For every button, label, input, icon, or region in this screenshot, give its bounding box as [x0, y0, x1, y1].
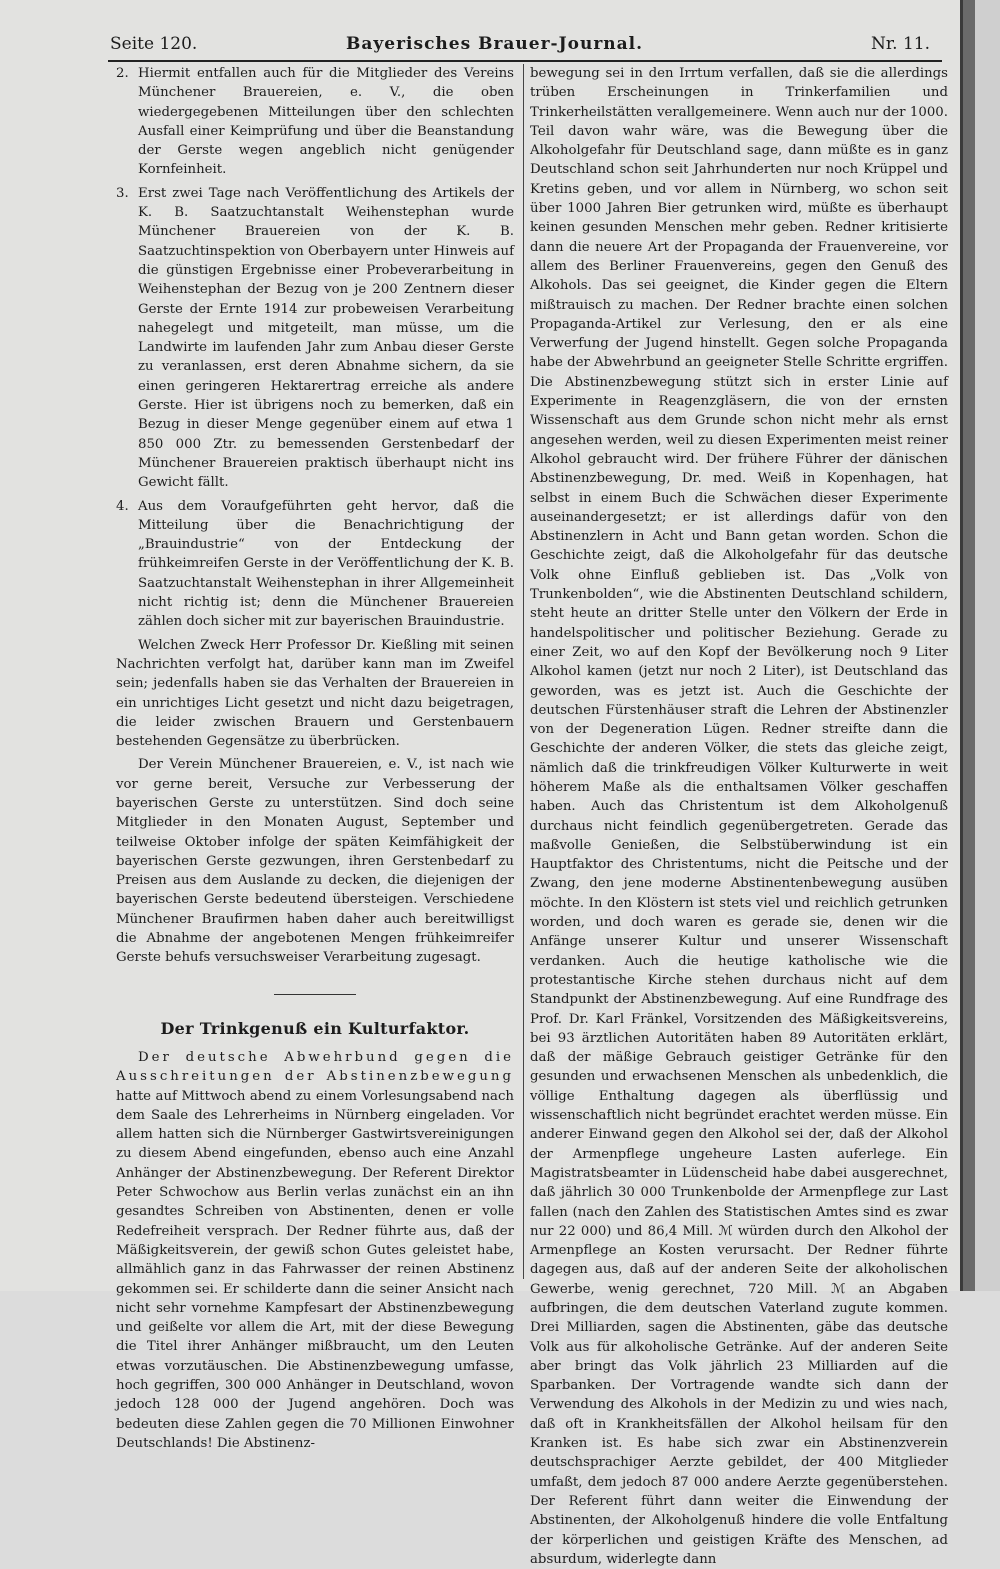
- list-item-text: Erst zwei Tage nach Veröffentlichung des Artikels der K. B. Saatzuchtanstalt Weihenstephan wurde Münchener Brauereien von der K. B. Saatzuchtinspektion von Oberbayern unter Hinweis auf die günstigen Ergebnisse einer Probeverarbeitung in Weihenstephan der Bezug von je 200 Zentnern dieser Gerste der Ernte 1914 zur probeweisen Verarbeitung nahegelegt und mitgeteilt, man müsse, um die Landwirte im laufenden Jahr zum Anbau dieser Gerste zu veranlassen, erst deren Abnahme sichern, da sie einen geringeren Hektarertrag erreiche als andere Gerste. Hier ist übrigens noch zu bemerken, daß ein Bezug in dieser Menge gegenüber einem auf etwa 1 850 000 Ztr. zu bemessenden Gerstenbedarf der Münchener Brauereien praktisch überhaupt nicht ins Gewicht fällt.: [138, 185, 514, 491]
- page-gutter-shadow: [963, 0, 975, 1291]
- section-divider: [274, 994, 356, 995]
- body-paragraph: Der Verein Münchener Brauereien, e. V., ist nach wie vor gerne bereit, Versuche zur Verbesserung der bayerischen Gerste zu unterstützen. Sind doch seine Mitglieder in den Monaten August, September und teilweise Oktober infolge der späten Keimfähigkeit der bayerischen Gerste gezwungen, ihren Gerstenbedarf zu Preisen aus dem Auslande zu decken, die diejenigen der bayerischen Gerste bedeutend übersteigen. Verschiedene Münchener Braufirmen haben daher auch bereitwilligst die Abnahme der angebotenen Mengen frühkeimreifer Gerste behufs versuchsweiser Verarbeitung zugesagt.: [116, 757, 514, 966]
- left-column: [116, 64, 514, 1453]
- list-item-number: 2.: [116, 66, 129, 81]
- issue-number: Nr. 11.: [871, 34, 930, 54]
- article-lead-spaced: Der deutsche Abwehrbund gegen die Ausschreitungen der Abstinenzbewegung: [116, 1049, 514, 1085]
- article-heading: Der Trinkgenuß ein Kulturfaktor.: [160, 1018, 470, 1038]
- header-rule: [108, 60, 942, 62]
- list-item: [116, 497, 514, 632]
- article-body-text: hatte auf Mittwoch abend zu einem Vorlesungsabend nach dem Saale des Lehrerheims in Nürnberg eingeladen. Vor allem hatten sich die Nürnberger Gastwirtsvereinigungen zu diesem Abend eingefunden, ebenso auch eine Anzahl Anhänger der Abstinenzbewegung. Der Referent Direktor Peter Schwochow aus Berlin verlas zunächst ein an ihn gesandtes Schreiben von Abstinenten, denen er volle Redefreiheit versprach. Der Redner führte aus, daß der Mäßigkeitsverein, der gewiß schon Gutes geleistet habe, allmählich ganz in das Fahrwasser der reinen Abstinenz gekommen sei. Er schilderte dann die seiner Ansicht nach nicht sehr vornehme Kampfesart der Abstinenzbewegung und geißelte vor allem die Art, mit der diese Bewegung die Titel ihrer Anhänger mißbraucht, um den Leuten etwas vorzutäuschen. Die Abstinenzbewegung umfasse, hoch gegriffen, 300 000 Anhänger in Deutschland, wovon jedoch 128 000 der Jugend angehören. Doch was bedeuten diese Zahlen gegen die 70 Millionen Einwohner Deutschlands! Die Abstinenz-: [116, 1088, 514, 1451]
- list-item-number: 3.: [116, 185, 129, 201]
- list-item: [116, 64, 514, 180]
- adjacent-page-edge: [960, 0, 1000, 1291]
- list-item-number: 4.: [116, 498, 129, 514]
- list-item-text: Aus dem Voraufgeführten geht hervor, daß die Mitteilung über die Benachrichtigung der „Brauindustrie“ von der Entdeckung der frühkeimreifen Gerste in der Veröffentlichung der K. B. Saatzuchtanstalt Weihenstephan in ihrer Allgemeinheit nicht richtig ist; denn die Münchener Brauereien zählen doch sicher mit zur bayerischen Brauindustrie.: [138, 498, 514, 630]
- list-item: [116, 184, 514, 493]
- article-paragraph: [116, 1048, 514, 1453]
- right-column-text: bewegung sei in den Irrtum verfallen, daß sie die allerdings trüben Erscheinungen in Trinkerfamilien und Trinkerheilstätten verallgemeinere. Wenn auch nur der 1000. Teil davon wahr wäre, was die Bewegung über die Alkoholgefahr für Deutschland sage, dann müßte es in ganz Deutschland schon seit Jahrhunderten nur noch Krüppel und Kretins geben, und vor allem in Nürnberg, wo schon seit über 1000 Jahren Bier getrunken wird, müßte es überhaupt keinen gesunden Menschen mehr geben. Redner kritisierte dann die neuere Art der Propaganda der Frauenvereine, vor allem des Berliner Frauenvereins, gegen den Genuß des Alkohols. Das sei geeignet, die Kinder gegen die Eltern mißtrauisch zu machen. Der Redner brachte einen solchen Propaganda-Artikel zur Verlesung, den er als eine Verwerfung der Jugend hinstellt. Gegen solche Propaganda habe der Abwehrbund an geeigneter Stelle Schritte ergriffen. Die Abstinenzbewegung stützt sich in erster Linie auf Experimente in Reagenzgläsern, die von der ernsten Wissenschaft aus dem Grunde schon nicht mehr als ernst angesehen werden, weil zu diesen Experimenten meist reiner Alkohol gebraucht wird. Der frühere Führer der dänischen Abstinenzbewegung, Dr. med. Weiß in Kopenhagen, hat selbst in einem Buch die Schwächen dieser Experimente auseinandergesetzt; er ist allerdings dafür von den Abstinenzlern in Acht und Bann getan worden. Schon die Geschichte zeigt, daß die Alkoholgefahr für das deutsche Volk ohne Einfluß geblieben ist. Das „Volk von Trunkenbolden“, wie die Abstinenten Deutschland schildern, steht heute an dritter Stelle unter den Völkern der Erde in handelspolitischer und politischer Beziehung. Gerade zu einer Zeit, wo auf den Kopf der Bevölkerung noch 9 Liter Alkohol kamen (jetzt nur noch 2 Liter), ist Deutschland das geworden, was es jetzt ist. Auch die Geschichte der deutschen Fürstenhäuser straft die Lehren der Abstinenzler von der Degeneration Lügen. Redner streifte dann die Geschichte der anderen Völker, die stets das gleiche zeigt, nämlich daß die trinkfreudigen Völker Kulturwerte in weit höherem Maße als die enthaltsamen Völker geschaffen haben. Auch das Christentum ist dem Alkoholgenuß durchaus nicht feindlich gegenübergetreten. Gerade das maßvolle Genießen, die Selbstüberwindung ist ein Hauptfaktor des Christentums, nicht die Peitsche und der Zwang, den jene moderne Abstinentenbewegung ausüben möchte. In den Klöstern ist stets viel und reichlich getrunken worden, und doch waren es gerade sie, denen wir die Anfänge unserer Kultur und unserer Wissenschaft verdanken. Auch die heutige katholische wie die protestantische Kirche stehen durchaus nicht auf dem Standpunkt der Abstinenzbewegung. Auf eine Rundfrage des Prof. Dr. Karl Fränkel, Vorsitzenden des Mäßigkeitsvereins, bei 93 ärztlichen Autoritäten haben 89 Autoritäten erklärt, daß der mäßige Gebrauch geistiger Getränke für den gesunden und erwachsenen Menschen als unbedenklich, die völlige Enthaltung dagegen als überflüssig und wissenschaftlich nicht begründet erachtet werden müsse. Ein anderer Einwand gegen den Alkohol sei der, daß der Alkohol der Armenpflege ungeheure Lasten auferlege. Ein Magistratsbeamter in Lüdenscheid habe dabei ausgerechnet, daß jährlich 30 000 Trunkenbolde der Armenpflege zur Last fallen (nach den Zahlen des Statistischen Amtes sind es zwar nur 22 000) und 86,4 Mill. ℳ würden durch den Alkohol der Armenpflege an Kosten verursacht. Der Redner führte dagegen aus, daß auf der anderen Seite der alkoholischen Gewerbe, wenig gerechnet, 720 Mill. ℳ an Abgaben aufbringen, die dem deutschen Vaterland zugute kommen. Drei Milliarden, sagen die Abstinenten, gäbe das deutsche Volk aus für alkoholische Getränke. Auf der anderen Seite aber bringt das Volk jährlich 23 Milliarden auf die Sparbanken. Der Vortragende wandte sich dann der Verwendung des Alkohols in der Medizin zu und wies nach, daß oft in Krankheitsfällen der Alkohol heilsam für den Kranken ist. Es habe sich zwar ein Abstinenzverein deutschsprachiger Aerzte gebildet, der 400 Mitglieder umfaßt, dem jedoch 87 000 andere Aerzte gegenüberstehen. Der Referent führt dann weiter die Einwendung der Abstinenten, der Alkoholgenuß hindere die volle Entfaltung der körperlichen und geistigen Kräfte des Menschen, ad absurdum, widerlegte dann: [530, 66, 948, 1567]
- list-item-text: Hiermit entfallen auch für die Mitglieder des Vereins Münchener Brauereien, e. V., die oben wiedergegebenen Mitteilungen über den schlechten Ausfall einer Keimprüfung und über die Beanstandung der Gerste wegen angeblich nicht genügender Kornfeinheit.: [138, 66, 514, 178]
- body-paragraph: Welchen Zweck Herr Professor Dr. Kießling mit seinen Nachrichten verfolgt hat, darüber kann man im Zweifel sein; jedenfalls haben sie das Verhalten der Brauereien in ein unrichtiges Licht gesetzt und nicht dazu beigetragen, die leider zwischen Brauern und Gerstenbauern bestehenden Gegensätze zu überbrücken.: [116, 637, 514, 750]
- page-number: Seite 120.: [110, 34, 198, 54]
- right-column: [530, 64, 948, 1569]
- column-divider: [523, 64, 524, 1279]
- journal-title: Bayerisches Brauer-Journal.: [346, 34, 644, 54]
- page-header: [110, 34, 940, 56]
